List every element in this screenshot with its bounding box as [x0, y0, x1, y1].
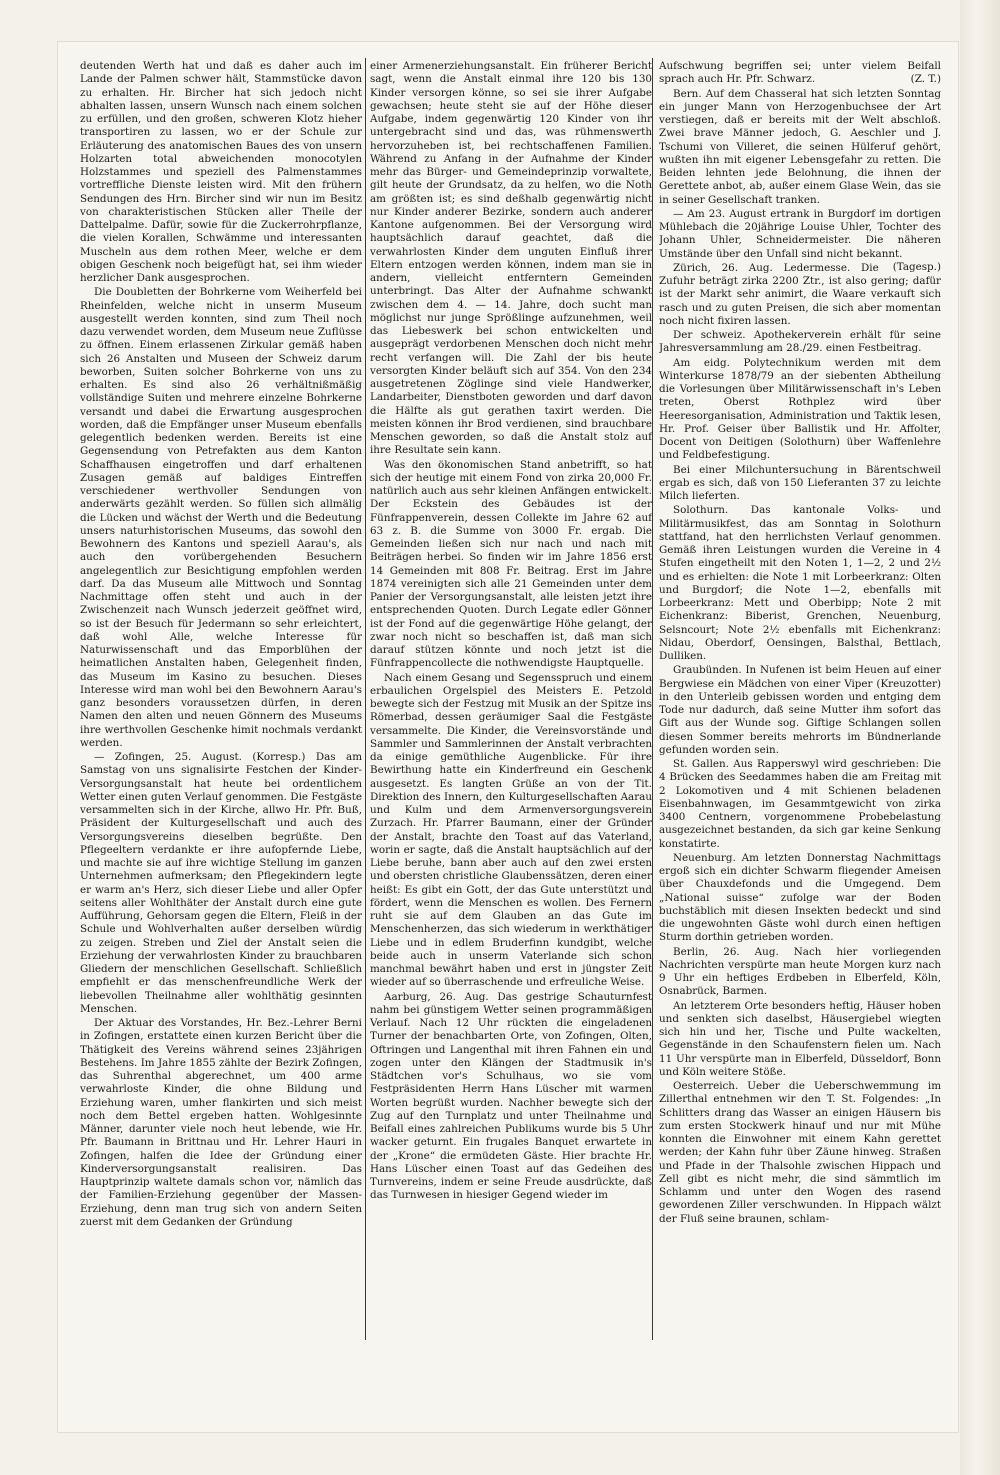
column-1: [80, 60, 362, 1350]
article-paragraph: [659, 758, 941, 851]
paragraph-text: — Zofingen, 25. August. (Korresp.) Das am Samstag von uns signalisirte Festchen der Kinder-Versorgungsanstalt hat heute bei ordentlichem Wetter einen guten Verlauf genommen. Die Festgäste versammelten sich in der Kirche, allwo Hr. Pfr. Buß, Präsident der Kulturgesellschaft und auch des Versorgungsvereins dieselben begrüßte. Den Pflegeeltern verdankte er ihre aufopfernde Liebe, und machte sie auf ihre wichtige Stellung im ganzen Unternehmen aufmerksam; den Pflegekindern legte er warm an's Herz, sich dieser Liebe und aller Opfer seitens aller Wohlthäter der Anstalt durch eine gute Aufführung, Gehorsam gegen die Eltern, Fleiß in der Schule und Wohlverhalten außer derselben würdig zu zeigen. Streben und Ziel der Anstalt seien die Erziehung der verwahrlosten Kinder zu brauchbaren Gliedern der menschlichen Gesellschaft. Schließlich empfiehlt er das menschenfreundliche Werk der liebevollen Theilnahme aller wohlthätig gesinnten Menschen.: [80, 751, 362, 1015]
paragraph-text: Aarburg, 26. Aug. Das gestrige Schauturnfest nahm bei günstigem Wetter seinen programmäßigen Verlauf. Nach 12 Uhr rückten die eingeladenen Turner der benachbarten Orte, von Zofingen, Olten, Oftringen und Langenthal mit ihren Fahnen ein und zogen unter den Klängen der Stadtmusik in's Städtchen vor's Schulhaus, wo sie vom Festpräsidenten Herrn Hans Lüscher mit warmen Worten begrüßt wurden. Nachher bewegte sich der Zug auf den Turnplatz und unter Theilnahme und Beifall eines zahlreichen Publikums wurde bis 5 Uhr wacker geturnt. Ein frugales Banquet erwartete in der „Krone“ die ermüdeten Gäste. Hier brachte Hr. Hans Lüscher einen Toast auf das Gedeihen des Turnvereins, indem er seine Freude ausdrückte, daß das Turnwesen in hiesiger Gegend wieder im: [370, 990, 652, 1202]
paragraph-text: Aufschwung begriffen sei; unter vielem Beifall sprach auch Hr. Pfr. Schwarz.: [659, 60, 941, 86]
paragraph-text: Neuenburg. Am letzten Donnerstag Nachmittags ergoß sich ein dichter Schwarm fliegender Ameisen über Chauxdefonds und die Umgegend. Dem „National suisse“ zufolge war der Boden buchstäblich mit diesen Insekten bedeckt und sind die ungewohnten Gäste wohl durch einen heftigen Sturm dorthin getrieben worden.: [659, 851, 941, 944]
article-paragraph: [659, 1080, 941, 1226]
article-paragraph: [659, 852, 941, 945]
article-paragraph: [370, 60, 652, 458]
article-paragraph: [659, 88, 941, 207]
article-paragraph: [659, 357, 941, 463]
article-paragraph: [659, 464, 941, 504]
source-signature: (Z. T.): [910, 73, 941, 86]
article-paragraph: [370, 991, 652, 1203]
article-paragraph: [80, 60, 362, 285]
source-signature: (Tagesp.): [892, 260, 941, 273]
paragraph-text: Der schweiz. Apothekerverein erhält für seine Jahresversammlung am 28./29. einen Festbeitrag.: [659, 329, 941, 355]
paragraph-text: Die Doubletten der Bohrkerne vom Weiherfeld bei Rheinfelden, welche nicht in unserm Museum ausgestellt werden konnten, sind zum Theil noch dazu verwendet worden, dem Museum neue Zuflüsse zu öffnen. Einem erlassenen Zirkular gemäß haben sich 26 Anstalten und Museen der Schweiz darum beworben, Suiten solcher Bohrkerne von uns zu erhalten. Es sind also 26 verhältnißmäßig vollständige Suiten und mehrere einzelne Bohrkerne versandt und dabei die Erwartung ausgesprochen worden, daß die Empfänger unser Museum ebenfalls gelegentlich bedenken werden. Bereits ist eine Gegensendung von Petrefakten aus dem Kanton Schaffhausen eingetroffen und darf erhaltenen Zusagen gemäß auf baldiges Eintreffen verschiedener werthvoller Sendungen von anderwärts gezählt werden. So füllen sich allmälig die Lücken und wächst der Werth und die Bedeutung unsers naturhistorischen Museums, das sowohl den Bewohnern des Kantons und speziell Aarau's, als auch den vorübergehenden Besuchern angelegentlich zur Besichtigung empfohlen werden darf. Da das Museum alle Mittwoch und Sonntag Nachmittage offen steht und auch in der Zwischenzeit nach Wunsch jederzeit geöffnet wird, so ist der Besuch für Jedermann so sehr erleichtert, daß wohl Alle, welche Interesse für Naturwissenschaft und das Emporblühen der heimatlichen Anstalten haben, Gelegenheit finden, das Museum im Kasino zu besuchen. Dieses Interesse wird man wohl bei den Bewohnern Aarau's ganz besonders voraussetzen dürfen, in deren Namen den alten und neuen Gönnern des Museums ihre werthvollen Geschenke himit nochmals verdankt werden.: [80, 286, 362, 749]
article-paragraph: [659, 504, 941, 663]
paragraph-text: Der Aktuar des Vorstandes, Hr. Bez.-Lehrer Berni in Zofingen, erstattete einen kurzen Bericht über die Thätigkeit des Vereins während seines 23jährigen Bestehens. Im Jahre 1855 zählte der Bezirk Zofingen, das Suhrenthal abgerechnet, um 400 arme verwahrloste Kinder, die ohne Bildung und Erziehung waren, umher flankirten und sich meist noch dem Bettel ergeben hatten. Wohlgesinnte Männer, darunter viele noch heut lebende, wie Hr. Pfr. Baumann in Brittnau und Hr. Lehrer Hauri in Zofingen, halfen die Idee der Gründung einer Kinderversorgungsanstalt realisiren. Das Hauptprinzip waltete damals schon vor, nämlich das der Familien-Erziehung gegenüber der Massen-Erziehung, denn man trug sich von andern Seiten zuerst mit dem Gedanken der Gründung: [80, 1017, 362, 1228]
column-rule-2: [652, 58, 653, 1340]
paragraph-text: Berlin, 26. Aug. Nach hier vorliegenden Nachrichten verspürte man heute Morgen kurz nach 9 Uhr ein heftiges Erdbeben in Elberfeld, Köln, Osnabrück, Barmen.: [659, 945, 941, 998]
article-paragraph: [659, 1000, 941, 1080]
paragraph-text: Bei einer Milchuntersuchung in Bärentschweil ergab es sich, daß von 150 Lieferanten 37 zu leichte Milch lieferten.: [659, 463, 941, 502]
article-paragraph: [659, 329, 941, 356]
paragraph-text: An letzterem Orte besonders heftig, Häuser hoben und senkten sich daselbst, Häusergiebel wiegten sich hin und her, Tische und Pulte wackelten, Gegenstände in den Schaufenstern fielen um. Nach 11 Uhr verspürte man in Elberfeld, Düsseldorf, Bonn und Köln weitere Stöße.: [659, 999, 941, 1078]
page-edge: [960, 0, 1000, 1475]
article-paragraph: [370, 459, 652, 671]
article-paragraph: [659, 60, 941, 87]
paragraph-text: Graubünden. In Nufenen ist beim Heuen auf einer Bergwiese ein Mädchen von einer Viper (Kreuzotter) in den Unterleib gebissen worden und entging dem Tode nur dadurch, daß seine Mutter ihm sofort das Gift aus der Wunde sog. Giftige Schlangen sollen diesen Sommer bereits mehrorts im Bündnerlande gefunden worden sein.: [659, 664, 941, 756]
paragraph-text: Oesterreich. Ueber die Ueberschwemmung im Zillerthal entnehmen wir den T. St. Folgendes: „In Schlitters drang das Wasser an einigen Häusern bis zum ersten Stockwerk hinauf und nur mit Mühe konnten die Einwohner mit einem Kahn gerettet werden; der Kahn fuhr über Zäune hinweg. Straßen und Pfade in der Thalsohle zwischen Hippach und Zell gibt es nicht mehr, die sind sämmtlich im Schlamm und unter den Wogen des rasend gewordenen Ziller verschwunden. In Hippach wälzt der Fluß seine braunen, schlam-: [659, 1080, 941, 1225]
article-paragraph: [659, 207, 941, 273]
column-3: [659, 60, 941, 1350]
article-paragraph: [659, 664, 941, 757]
paragraph-text: Solothurn. Das kantonale Volks- und Militärmusikfest, das am Sonntag in Solothurn stattfand, hat den herrlichsten Verlauf genommen. Gemäß ihren Leistungen wurden die Vereine in 4 Stufen eingetheilt mit den Noten 1, 1—2, 2 und 2½ und es erhielten: die Note 1 mit Lorbeerkranz: Olten und Burgdorf; die Note 1—2, ebenfalls mit Lorbeerkranz: Mett und Oberbipp; Note 2 mit Eichenkranz: Biberist, Grenchen, Neuenburg, Selsncourt; Note 2½ ebenfalls mit Eichenkranz: Nidau, Oberdorf, Oensingen, Balsthal, Bettlach, Dulliken.: [659, 504, 941, 662]
article-paragraph: [80, 1017, 362, 1229]
paragraph-text: Bern. Auf dem Chasseral hat sich letzten Sonntag ein junger Mann von Herzogenbuchsee der Art verstiegen, daß er bereits mit der Welt abschloß. Zwei brave Männer jedoch, G. Aeschler und J. Tschumi von Villeret, die seinen Hülferuf gehört, wußten ihn mit eigener Lebensgefahr zu retten. Die Beiden lehnten jede Belohnung, die ihnen der Gerettete anbot, ab, außer einem Glase Wein, das sie in seiner Gesellschaft tranken.: [659, 87, 941, 206]
paragraph-text: deutenden Werth hat und daß es daher auch im Lande der Palmen schwer hält, Stammstücke davon zu erhalten. Hr. Bircher hat sich jedoch nicht abhalten lassen, unsern Wunsch nach einem solchen zu erfüllen, und den großen, schweren Klotz hieher transportiren zu lassen, wo er der Schule zur Erläuterung des anatomischen Baues des von unsern Holzarten total abweichenden monocotylen Holzstammes und speziell des Palmenstammes vortreffliche Dienste leisten wird. Mit den frühern Sendungen des Hrn. Bircher sind wir nun im Besitz von charakteristischen Stücken aller Theile der Dattelpalme. Dafür, sowie für die Zuckerrohrpflanze, die vielen Korallen, Schwämme und interessanten Muscheln aus dem rothen Meer, welche er dem obigen Geschenk noch beigefügt hat, sei ihm wieder herzlicher Dank ausgesprochen.: [80, 60, 362, 284]
paragraph-text: Was den ökonomischen Stand anbetrifft, so hat sich der heutige mit einem Fond von zirka 20,000 Fr. natürlich auch aus sehr kleinen Anfängen entwickelt. Der Eckstein des Gebäudes ist der Fünfrappenverein, dessen Collekte im Jahre 62 auf 63 z. B. die Summe von 3000 Fr. ergab. Die Gemeinden ließen sich nur nach und nach mit Beiträgen herbei. So finden wir im Jahre 1856 erst 14 Gemeinden mit 808 Fr. Beitrag. Erst im Jahre 1874 vereinigten sich alle 21 Gemeinden unter dem Panier der Versorgungsanstalt, alle leisten jetzt ihre entsprechenden Quoten. Durch Legate edler Gönner ist der Fond auf die gegenwärtige Höhe gelangt, der zwar noch nicht so beschaffen ist, daß man sich darauf stützen könnte und noch jetzt ist die Fünfrappencollecte die nothwendigste Hauptquelle.: [370, 458, 652, 670]
article-paragraph: [80, 751, 362, 1016]
article-paragraph: [80, 286, 362, 750]
article-paragraph: [659, 946, 941, 999]
paragraph-text: St. Gallen. Aus Rapperswyl wird geschrieben: Die 4 Brücken des Seedammes haben die am Freitag mit 2 Lokomotiven und 4 mit Schienen beladenen Eisenbahnwagen, im Gesammtgewicht von zirka 3400 Centnern, vorgenommene Probebelastung ausgezeichnet bestanden, da sich gar keine Senkung konstatirte.: [659, 758, 941, 850]
paragraph-text: — Am 23. August ertrank in Burgdorf im dortigen Mühlebach die 20jährige Louise Uhler, Tochter des Johann Uhler, Schneidermeister. Die näheren Umstände über den Unfall sind nicht bekannt.: [659, 207, 941, 260]
paragraph-text: Nach einem Gesang und Segensspruch und einem erbaulichen Orgelspiel des Meisters E. Petzold bewegte sich der Festzug mit Musik an der Spitze ins Römerbad, dessen geräumiger Saal die Festgäste versammelte. Die Kinder, die Vereinsvorstände und Sammler und Sammlerinnen der Anstalt verbrachten da einige gemüthliche Augenblicke. Für ihre Bewirthung hatte ein Kinderfreund ein Geschenk ausgesetzt. Es langten Grüße an von der Tit. Direktion des Innern, den Kulturgesellschaften Aarau und Kulm und dem Armenversorgungsverein Zurzach. Hr. Pfarrer Baumann, einer der Gründer der Anstalt, brachte den Toast auf das Vaterland, worin er sagte, daß die Anstalt hauptsächlich auf der Liebe beruhe, bann aber auch auf den zwei ersten und obersten christliche Glaubenssätzen, deren einer heißt: Es gibt ein Gott, der das Gute unterstützt und fördert, wenn die Menschen es wollen. Des Fernern ruht sie auf dem Glauben an das Gute im Menschenherzen, das sich wiederum in werkthätiger Liebe und in edlem Bruderfinn kundgibt, welche beide auch in unserm Vaterlande sich schon manchmal bewährt haben und erst in jüngster Zeit wieder auf so überraschende und erfreuliche Weise.: [370, 671, 652, 989]
column-rule-1: [365, 58, 366, 1340]
article-paragraph: [370, 672, 652, 990]
paragraph-text: Am eidg. Polytechnikum werden mit dem Winterkurse 1878/79 an der siebenten Abtheilung die Vorlesungen über Militärwissenschaft in's Leben treten, Oberst Rothplez wird über Heeresorganisation, Administration und Taktik lesen, Hr. Prof. Geiser über Ballistik und Hr. Affolter, Docent von Deitigen (Solothurn) über Waffenlehre und Feldbefestigung.: [659, 356, 941, 462]
paragraph-text: Zürich, 26. Aug. Ledermesse. Die Zufuhr beträgt zirka 2200 Ztr., ist also gering; dafür ist der Markt sehr animirt, die Waare verkauft sich rasch und zu guten Preisen, die sich aber momentan noch nicht fixiren lassen.: [659, 261, 941, 327]
column-2: [370, 60, 652, 1350]
paragraph-text: einer Armenerziehungsanstalt. Ein früherer Bericht sagt, wenn die Anstalt einmal ihre 120 bis 130 Kinder versorgen könne, so sei sie ihrer Aufgabe gewachsen; heute steht sie auf der Höhe dieser Aufgabe, indem gegenwärtig 120 Kinder von ihr untergebracht sind und das, was rühmenswerth hervorzuheben ist, bei rechtschaffenen Familien. Während zu Anfang in der Aufnahme der Kinder mehr das Bürger- und Gemeindeprinzip vorwaltete, gilt heute der Grundsatz, da zu helfen, wo die Noth am größten ist; es sind deßhalb gegenwärtig nicht nur Kinder anderer Bezirke, sondern auch anderer Kantone aufgenommen. Bei der Versorgung wird hauptsächlich darauf geachtet, daß die verwahrlosten Kinder dem unguten Einfluß ihrer Eltern entzogen werden können, indem man sie in andern, vielleicht entferntern Gemeinden unterbringt. Das Alter der Aufnahme schwankt zwischen dem 4. — 14. Jahre, doch sucht man möglichst nur junge Sprößlinge aufzunehmen, weil das Liebeswerk bei schon entwickelten und ausgeprägt verdorbenen Menschen doch nicht mehr recht verfangen will. Die Zahl der bis heute versorgten Kinder beläuft sich auf 354. Von den 234 ausgetretenen Zöglinge sind viele Handwerker, Landarbeiter, Dienstboten geworden und darf davon die Hälfte als gut gerathen taxirt werden. Die meisten können ihr Brod verdienen, sind brauchbare Menschen geworden, so daß die Anstalt stolz auf ihre Resultate sein kann.: [370, 60, 652, 457]
